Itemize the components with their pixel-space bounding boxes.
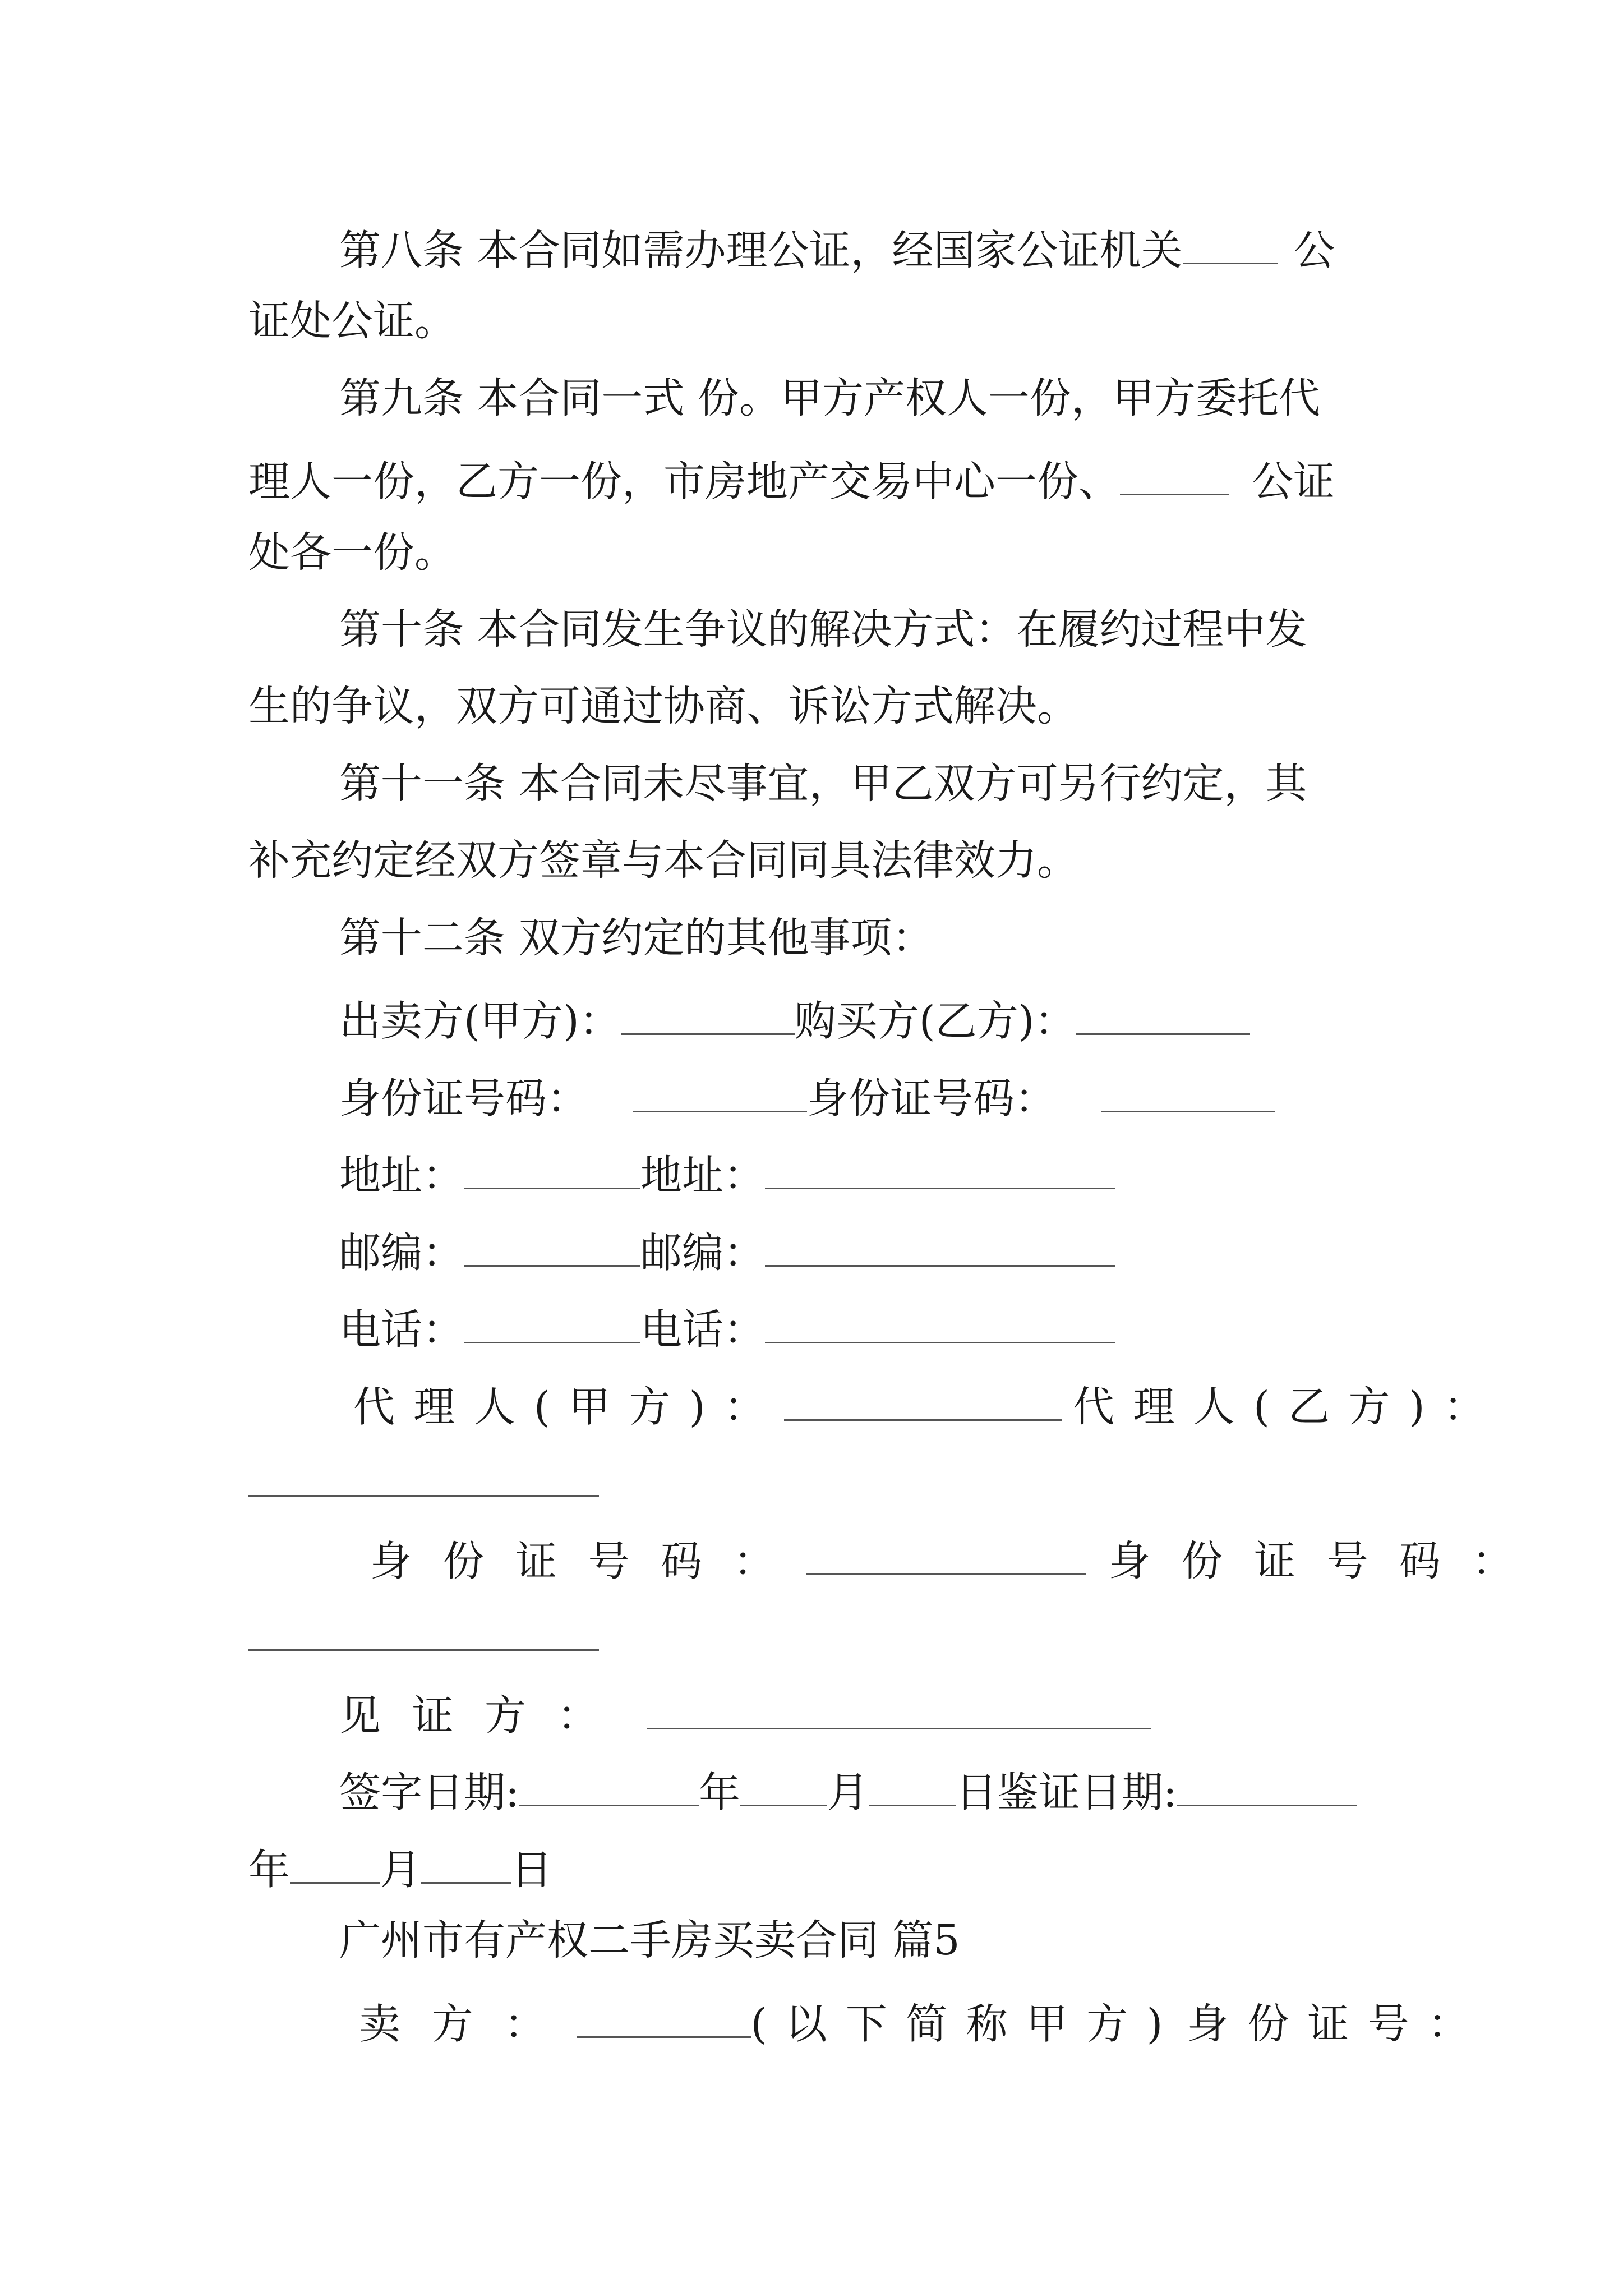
section5-seller-row bbox=[359, 1997, 1488, 2049]
addr-b-label: 地址： bbox=[640, 1151, 765, 1200]
sign-date-label: 签字日期: bbox=[339, 1768, 519, 1817]
zip-a-blank[interactable] bbox=[464, 1226, 640, 1267]
agent-b-blank-line bbox=[248, 1456, 599, 1503]
art9-line2 bbox=[248, 454, 1335, 506]
art9-text: 理人一份，乙方一份，市房地产交易中心一份、 bbox=[248, 457, 1120, 506]
agent-row bbox=[353, 1380, 1504, 1432]
section5-seller-blank[interactable] bbox=[577, 1997, 751, 2038]
tel-row bbox=[339, 1303, 1115, 1354]
agent-a-label: 代理人(甲方)： bbox=[353, 1383, 785, 1432]
agent-id-b-blank[interactable] bbox=[248, 1610, 599, 1651]
art8-text: 第八条 本合同如需办理公证，经国家公证机关 bbox=[339, 226, 1183, 275]
section5-title: 广州市有产权二手房买卖合同 篇5 bbox=[339, 1916, 960, 1964]
addr-b-blank[interactable] bbox=[765, 1148, 1115, 1189]
verify-day-blank[interactable] bbox=[421, 1843, 511, 1884]
verify-month-label: 月 bbox=[380, 1846, 421, 1894]
year-label: 年 bbox=[698, 1768, 740, 1817]
agent-id-b-blank-line bbox=[248, 1610, 599, 1658]
witness-row bbox=[339, 1688, 1151, 1740]
art9-line3: 处各一份。 bbox=[248, 528, 456, 577]
art11-line1: 第十一条 本合同未尽事宜，甲乙双方可另行约定，其 bbox=[339, 760, 1307, 808]
agent-b-blank[interactable] bbox=[248, 1456, 599, 1497]
id-a-blank[interactable] bbox=[633, 1071, 807, 1112]
id-b-label: 身份证号码： bbox=[807, 1074, 1056, 1123]
section5-note: (以下简称甲方) bbox=[750, 2000, 1182, 2049]
tel-b-label: 电话： bbox=[640, 1305, 765, 1354]
verify-date-label: 日鉴证日期: bbox=[955, 1768, 1177, 1817]
verify-year-label: 年 bbox=[248, 1846, 290, 1894]
agent-a-blank[interactable] bbox=[784, 1380, 1062, 1421]
buyer-label: 购买方(乙方)： bbox=[794, 997, 1076, 1046]
id-row bbox=[339, 1071, 1275, 1123]
zip-b-blank[interactable] bbox=[765, 1226, 1115, 1267]
tel-a-label: 电话： bbox=[339, 1305, 464, 1354]
art9-end: 公证 bbox=[1252, 457, 1335, 506]
witness-label: 见证方： bbox=[339, 1691, 630, 1740]
month-label: 月 bbox=[827, 1768, 869, 1817]
agent-id-a-label: 身份证号码： bbox=[370, 1537, 806, 1586]
art9-line1: 第九条 本合同一式 份。甲方产权人一份，甲方委托代 bbox=[339, 374, 1321, 422]
sign-month-blank[interactable] bbox=[740, 1765, 827, 1806]
verify-year-blank[interactable] bbox=[1177, 1765, 1357, 1806]
agent-id-row bbox=[370, 1534, 1544, 1586]
tel-a-blank[interactable] bbox=[464, 1303, 640, 1343]
art10-line2: 生的争议，双方可通过协商、诉讼方式解决。 bbox=[248, 682, 1078, 730]
date-row-2 bbox=[248, 1843, 552, 1894]
blank-notary-authority[interactable] bbox=[1183, 223, 1278, 264]
verify-month-blank[interactable] bbox=[290, 1843, 380, 1884]
section5-id-label: 身份证号： bbox=[1187, 2000, 1488, 2049]
id-b-blank[interactable] bbox=[1101, 1071, 1275, 1112]
blank-notary-office[interactable] bbox=[1120, 454, 1229, 495]
buyer-blank[interactable] bbox=[1076, 994, 1250, 1035]
id-a-label: 身份证号码： bbox=[339, 1074, 588, 1123]
agent-b-label: 代理人(乙方)： bbox=[1073, 1383, 1504, 1432]
party-row bbox=[339, 994, 1250, 1046]
sign-day-blank[interactable] bbox=[869, 1765, 956, 1806]
agent-id-a-blank[interactable] bbox=[806, 1534, 1086, 1575]
art8-end: 公 bbox=[1293, 226, 1335, 275]
art8-line2: 证处公证。 bbox=[248, 297, 456, 345]
tel-b-blank[interactable] bbox=[765, 1303, 1115, 1343]
section5-seller-label: 卖方： bbox=[359, 2000, 577, 2049]
zip-row bbox=[339, 1226, 1115, 1277]
addr-a-blank[interactable] bbox=[464, 1148, 640, 1189]
verify-day-label: 日 bbox=[511, 1846, 552, 1894]
addr-a-label: 地址： bbox=[339, 1151, 464, 1200]
art10-line1: 第十条 本合同发生争议的解决方式：在履约过程中发 bbox=[339, 605, 1307, 654]
seller-label: 出卖方(甲方)： bbox=[339, 997, 621, 1046]
art8-line1 bbox=[339, 223, 1335, 275]
date-row bbox=[339, 1765, 1357, 1817]
witness-blank[interactable] bbox=[647, 1688, 1151, 1729]
sign-year-blank[interactable] bbox=[519, 1765, 699, 1806]
art12-line1: 第十二条 双方约定的其他事项： bbox=[339, 914, 934, 962]
addr-row bbox=[339, 1148, 1115, 1200]
zip-b-label: 邮编： bbox=[640, 1228, 765, 1277]
art11-line2: 补充约定经双方签章与本合同同具法律效力。 bbox=[248, 836, 1078, 885]
zip-a-label: 邮编： bbox=[339, 1228, 464, 1277]
agent-id-b-label: 身份证号码： bbox=[1109, 1537, 1544, 1586]
seller-blank[interactable] bbox=[621, 994, 795, 1035]
